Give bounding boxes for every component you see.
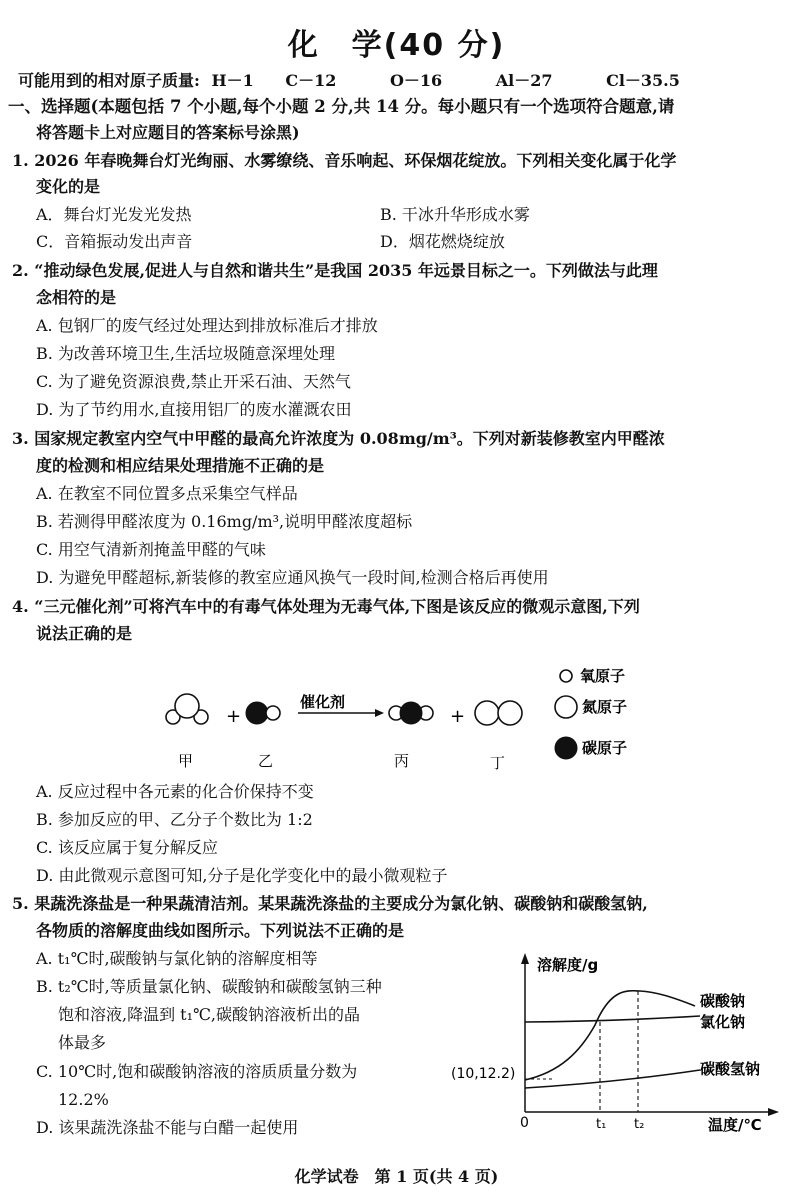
- atomic-mass-o: O－16: [389, 71, 443, 90]
- q4-option-b: B. 参加反应的甲、乙分子个数比为 1:2: [36, 810, 313, 829]
- q2-stem: 2. “推动绿色发展,促进人与自然和谐共生”是我国 2035 年远景目标之一。下列做法与此理: [12, 261, 658, 280]
- label-bing: 丙: [394, 752, 410, 770]
- q2-option-a: A. 包钢厂的废气经过处理达到排放标准后才排放: [36, 316, 378, 335]
- molecule-bing: [389, 702, 433, 724]
- q5-option-a: A. t₁℃时,碳酸钠与氯化钠的溶解度相等: [36, 949, 318, 968]
- series-label-sodium-carbonate: 碳酸钠: [700, 992, 746, 1010]
- atomic-masses-label: 可能用到的相对原子质量:: [18, 71, 200, 90]
- series-line-sodium-chloride: [525, 1016, 700, 1022]
- q1-option-a: A．舞台灯光发光发热: [36, 205, 192, 224]
- molecule-yi: [246, 702, 280, 724]
- page-title: 化 学(40 分): [287, 28, 506, 63]
- section-heading: 一、选择题(本题包括 7 个小题,每个小题 2 分,共 14 分。每小题只有一个选项符合题意,请: [8, 97, 675, 116]
- q2-option-d: D. 为了节约用水,直接用铝厂的废水灌溉农田: [36, 400, 352, 419]
- q5-option-c-cont: 12.2%: [58, 1090, 109, 1109]
- label-ding: 丁: [490, 754, 506, 772]
- q4-stem-cont: 说法正确的是: [36, 624, 133, 643]
- q5-option-c: C. 10℃时,饱和碳酸钠溶液的溶质质量分数为: [36, 1062, 358, 1081]
- atom-legend: [555, 667, 627, 759]
- nitrogen-atom-icon: [555, 696, 577, 718]
- plus-sign-1: +: [226, 706, 242, 727]
- carbon-atom-icon: [555, 737, 577, 759]
- legend-carbon: 碳原子: [582, 739, 628, 757]
- section-heading-cont: 将答题卡上对应题目的答案标号涂黑): [36, 123, 300, 142]
- oxygen-atom-icon: [560, 670, 572, 682]
- page-footer: 化学试卷 第 1 页(共 4 页): [294, 1167, 499, 1186]
- reaction-diagram: [0, 650, 793, 775]
- atomic-masses: [18, 70, 728, 92]
- solubility-chart: [0, 940, 793, 1140]
- q3-option-c: C. 用空气清新剂掩盖甲醛的气味: [36, 540, 266, 559]
- q1-stem: 1. 2026 年春晚舞台灯光绚丽、水雾缭绕、音乐响起、环保烟花绽放。下列相关变化属于化学: [12, 151, 677, 170]
- atomic-mass-cl: Cl－35.5: [606, 71, 680, 90]
- q3-option-b: B. 若测得甲醛浓度为 0.16mg/m³,说明甲醛浓度超标: [36, 512, 413, 531]
- q1-option-c: C．音箱振动发出声音: [36, 232, 193, 251]
- q1-option-d: D．烟花燃烧绽放: [380, 232, 505, 251]
- point-label: (10,12.2): [451, 1066, 516, 1082]
- label-yi: 乙: [258, 752, 274, 770]
- origin-label: 0: [520, 1115, 529, 1131]
- series-label-sodium-chloride: 氯化钠: [700, 1013, 746, 1031]
- label-jia: 甲: [178, 752, 194, 770]
- q5-option-b-cont2: 体最多: [58, 1033, 107, 1052]
- q4-stem: 4. “三元催化剂”可将汽车中的有毒气体处理为无毒气体,下图是该反应的微观示意图,下列: [12, 597, 640, 616]
- molecule-ding: [475, 701, 522, 725]
- q2-stem-cont: 念相符的是: [36, 288, 117, 307]
- legend-nitrogen: 氮原子: [582, 698, 628, 716]
- q5-option-b: B. t₂℃时,等质量氯化钠、碳酸钠和碳酸氢钠三种: [36, 977, 382, 996]
- q5-option-d: D. 该果蔬洗涤盐不能与白醋一起使用: [36, 1118, 299, 1137]
- plus-sign-2: +: [450, 706, 466, 727]
- q5-stem: 5. 果蔬洗涤盐是一种果蔬清洁剂。某果蔬洗涤盐的主要成分为氯化钠、碳酸钠和碳酸氢钠,: [12, 894, 648, 913]
- q3-stem-cont: 度的检测和相应结果处理措施不正确的是: [36, 456, 325, 475]
- q3-option-d: D. 为避免甲醛超标,新装修的教室应通风换气一段时间,检测合格后再使用: [36, 568, 549, 587]
- q4-option-c: C. 该反应属于复分解反应: [36, 838, 218, 857]
- legend-oxygen: 氧原子: [580, 667, 626, 685]
- catalyst-label: 催化剂: [300, 693, 346, 711]
- x-tick-t2: t₂: [634, 1117, 645, 1132]
- reaction-arrowhead: [375, 709, 384, 717]
- x-axis-label: 温度/℃: [708, 1116, 762, 1134]
- q1-stem-cont: 变化的是: [36, 177, 101, 196]
- q2-option-c: C. 为了避免资源浪费,禁止开采石油、天然气: [36, 372, 351, 391]
- atomic-mass-h: H－1: [211, 71, 254, 90]
- x-axis-arrowhead: [768, 1108, 779, 1116]
- q5-option-b-cont1: 饱和溶液,降温到 t₁℃,碳酸钠溶液析出的晶: [58, 1005, 361, 1024]
- q4-option-d: D. 由此微观示意图可知,分子是化学变化中的最小微观粒子: [36, 866, 448, 885]
- series-label-sodium-bicarbonate: 碳酸氢钠: [700, 1060, 761, 1078]
- q3-option-a: A. 在教室不同位置多点采集空气样品: [36, 484, 298, 503]
- y-axis-arrowhead: [521, 953, 529, 964]
- q4-option-a: A. 反应过程中各元素的化合价保持不变: [36, 782, 314, 801]
- q2-option-b: B. 为改善环境卫生,生活垃圾随意深埋处理: [36, 344, 336, 363]
- y-axis-label: 溶解度/g: [537, 956, 599, 974]
- series-line-sodium-carbonate: [525, 991, 695, 1080]
- molecule-jia: [166, 694, 208, 724]
- x-tick-t1: t₁: [596, 1117, 607, 1132]
- q5-stem-cont: 各物质的溶解度曲线如图所示。下列说法不正确的是: [36, 921, 405, 940]
- q1-option-b: B. 干冰升华形成水雾: [380, 205, 530, 224]
- q3-stem: 3. 国家规定教室内空气中甲醛的最高允许浓度为 0.08mg/m³。下列对新装修教室内甲醛浓: [12, 429, 665, 448]
- atomic-mass-al: Al－27: [495, 71, 553, 90]
- atomic-mass-c: C－12: [285, 71, 337, 90]
